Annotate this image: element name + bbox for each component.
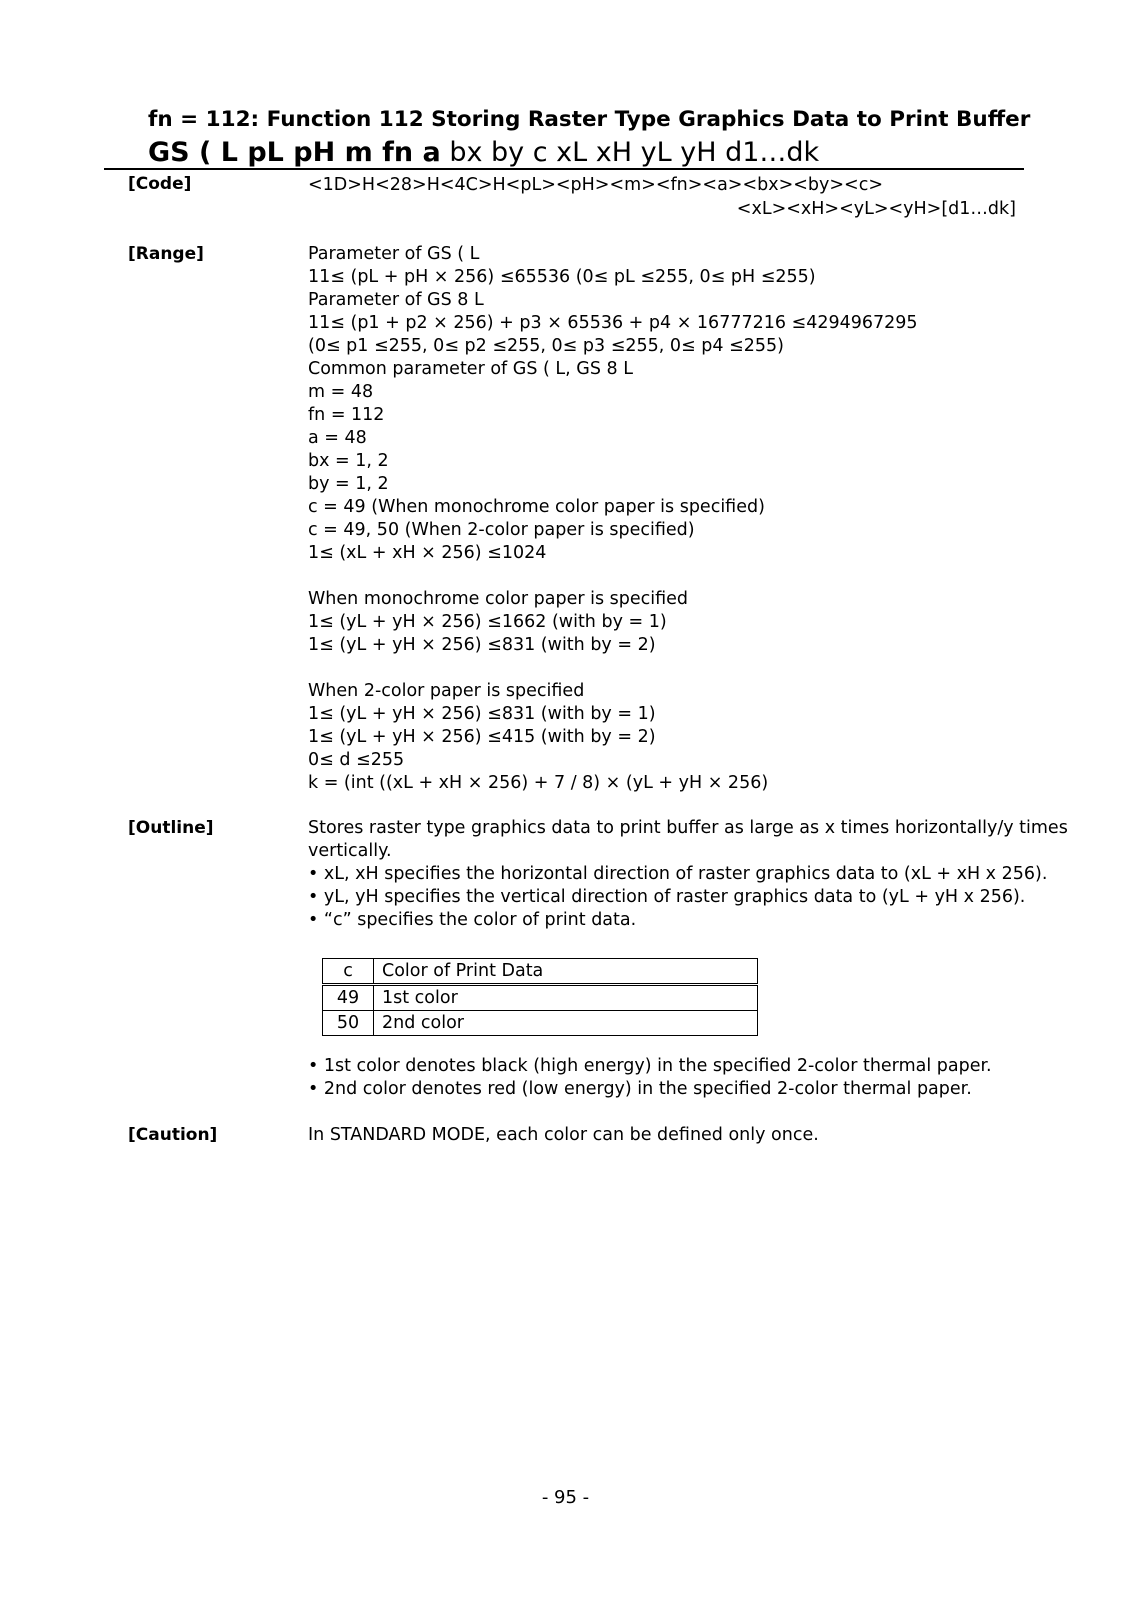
range-line: k = (int ((xL + xH × 256) + 7 / 8) × (yL + yH × 256) bbox=[308, 773, 769, 793]
table-header-cell: Color of Print Data bbox=[374, 959, 758, 985]
range-line: 1≤ (yL + yH × 256) ≤831 (with by = 1) bbox=[308, 704, 656, 724]
outline-note: • 2nd color denotes red (low energy) in the specified 2-color thermal paper. bbox=[308, 1079, 972, 1099]
range-line: fn = 112 bbox=[308, 405, 385, 425]
range-line: a = 48 bbox=[308, 428, 367, 448]
outline-bullet: • xL, xH specifies the horizontal direction of raster graphics data to (xL + xH x 256). bbox=[308, 864, 1048, 884]
caution-text: In STANDARD MODE, each color can be defined only once. bbox=[308, 1125, 819, 1145]
range-line: bx = 1, 2 bbox=[308, 451, 389, 471]
outline-text bbox=[308, 817, 1068, 932]
range-mono-lines bbox=[308, 588, 688, 657]
table-cell: 50 bbox=[323, 1011, 374, 1036]
code-line-2: <xL><xH><yL><yH>[d1…dk] bbox=[736, 199, 1016, 219]
range-line: 11≤ (p1 + p2 × 256) + p3 × 65536 + p4 × 16777216 ≤4294967295 bbox=[308, 313, 918, 333]
color-table bbox=[322, 958, 758, 1036]
range-line: 11≤ (pL + pH × 256) ≤65536 (0≤ pL ≤255, 0≤ pH ≤255) bbox=[308, 267, 816, 287]
range-line: by = 1, 2 bbox=[308, 474, 389, 494]
range-line: c = 49, 50 (When 2-color paper is specified) bbox=[308, 520, 695, 540]
table-cell: 2nd color bbox=[374, 1011, 758, 1036]
table-row bbox=[323, 985, 758, 1011]
range-line: Common parameter of GS ( L, GS 8 L bbox=[308, 359, 633, 379]
outline-note: • 1st color denotes black (high energy) in the specified 2-color thermal paper. bbox=[308, 1056, 992, 1076]
command-name: GS ( L pL pH m fn a bbox=[148, 137, 441, 168]
range-line: Parameter of GS ( L bbox=[308, 244, 480, 264]
code-label: [Code] bbox=[128, 174, 192, 194]
table-cell: 1st color bbox=[374, 985, 758, 1011]
range-line: When 2-color paper is specified bbox=[308, 681, 585, 701]
range-line: m = 48 bbox=[308, 382, 374, 402]
range-lines bbox=[308, 243, 918, 565]
range-line: 1≤ (yL + yH × 256) ≤415 (with by = 2) bbox=[308, 727, 656, 747]
table-cell: 49 bbox=[323, 985, 374, 1011]
range-line: 1≤ (yL + yH × 256) ≤1662 (with by = 1) bbox=[308, 612, 667, 632]
outline-bullet: • “c” specifies the color of print data. bbox=[308, 910, 637, 930]
table-header-cell: c bbox=[323, 959, 374, 985]
range-line: When monochrome color paper is specified bbox=[308, 589, 689, 609]
table-header-row bbox=[323, 959, 758, 985]
function-title: fn = 112: Function 112 Storing Raster Type Graphics Data to Print Buffer bbox=[148, 107, 1031, 132]
code-line-1: <1D>H<28>H<4C>H<pL><pH><m><fn><a><bx><by><c> bbox=[308, 175, 883, 195]
page-number: - 95 - bbox=[541, 1487, 590, 1508]
command-parameters: bx by c xL xH yL yH d1…dk bbox=[440, 137, 820, 168]
outline-bullet: • yL, yH specifies the vertical direction of raster graphics data to (yL + yH x 256). bbox=[308, 887, 1026, 907]
range-line: 1≤ (xL + xH × 256) ≤1024 bbox=[308, 543, 547, 563]
outline-line: Stores raster type graphics data to print buffer as large as x times horizontally/y times bbox=[308, 818, 1068, 838]
range-line: c = 49 (When monochrome color paper is specified) bbox=[308, 497, 765, 517]
outline-line: vertically. bbox=[308, 841, 392, 861]
range-line: 1≤ (yL + yH × 256) ≤831 (with by = 2) bbox=[308, 635, 656, 655]
range-label: [Range] bbox=[128, 244, 204, 264]
range-two-color-lines bbox=[308, 680, 768, 795]
caution-label: [Caution] bbox=[128, 1125, 218, 1145]
command-syntax bbox=[148, 137, 819, 169]
outline-label: [Outline] bbox=[128, 818, 214, 838]
range-line: 0≤ d ≤255 bbox=[308, 750, 405, 770]
table-row bbox=[323, 1011, 758, 1036]
range-line: Parameter of GS 8 L bbox=[308, 290, 484, 310]
outline-notes bbox=[308, 1055, 992, 1101]
heading-rule bbox=[104, 168, 1024, 170]
range-line: (0≤ p1 ≤255, 0≤ p2 ≤255, 0≤ p3 ≤255, 0≤ p4 ≤255) bbox=[308, 336, 784, 356]
